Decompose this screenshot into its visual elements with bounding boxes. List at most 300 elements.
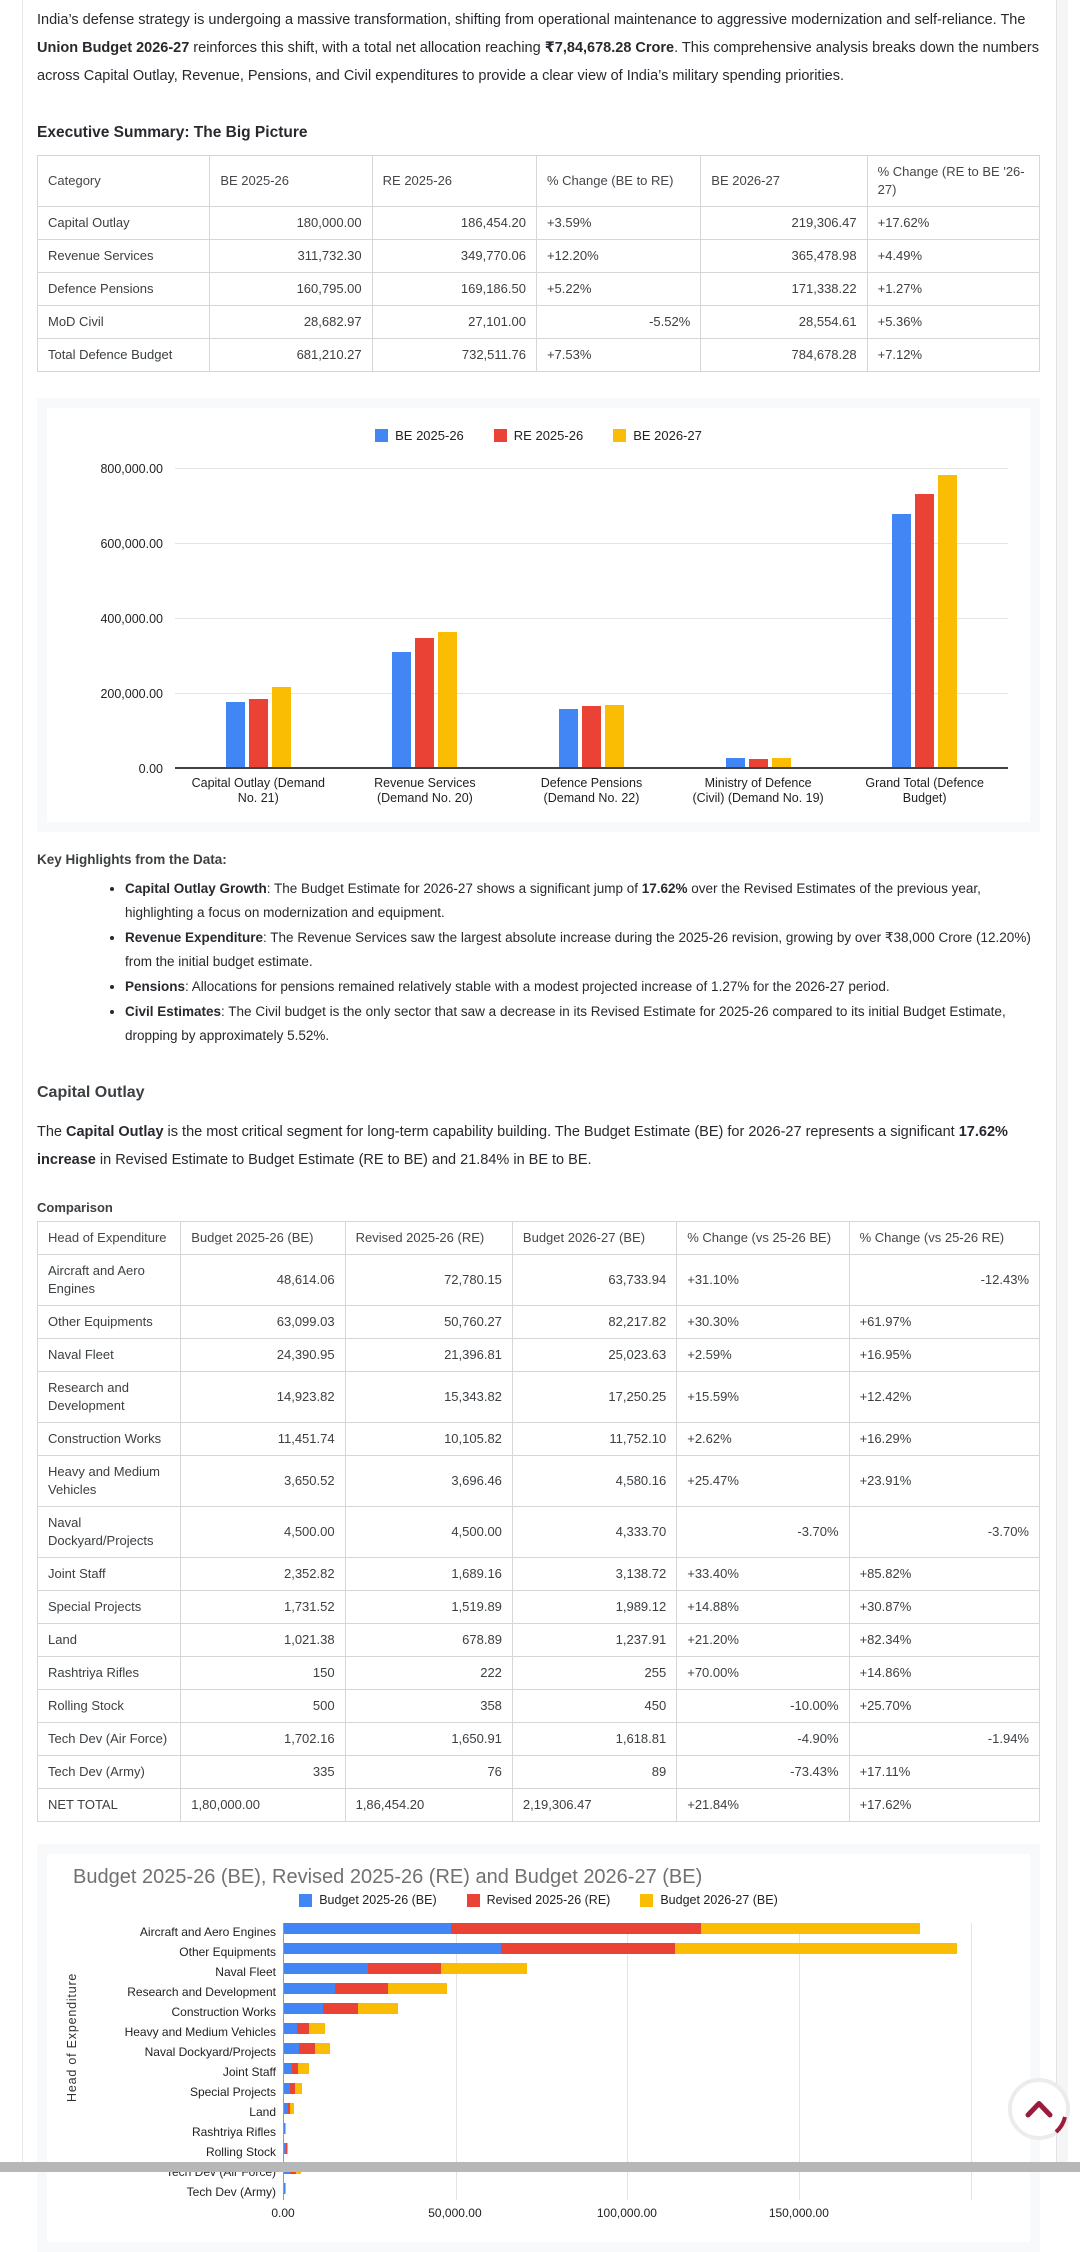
table-cell: +17.62% [849, 1789, 1039, 1822]
table-cell: 255 [512, 1657, 676, 1690]
bar [392, 652, 411, 769]
legend-label: Budget 2025-26 (BE) [319, 1893, 436, 1907]
table-cell: 28,554.61 [701, 306, 867, 339]
bar-segment [298, 2063, 309, 2074]
bar [915, 494, 934, 769]
bar [582, 706, 601, 769]
x-axis-tick-label: Defence Pensions (Demand No. 22) [508, 776, 675, 806]
text-segment: Union Budget 2026-27 [37, 40, 189, 56]
table-cell: 28,682.97 [210, 306, 372, 339]
column-header: BE 2026-27 [701, 156, 867, 207]
text-segment: Pensions [125, 979, 185, 994]
table-row [38, 1255, 1040, 1306]
bar [438, 632, 457, 769]
chart-legend [55, 428, 1022, 443]
table-cell: 681,210.27 [210, 339, 372, 372]
key-highlights-heading: Key Highlights from the Data: [37, 852, 1040, 867]
table-cell: +2.62% [677, 1423, 849, 1456]
bar-segment [335, 1983, 388, 1994]
table-cell: +21.84% [677, 1789, 849, 1822]
table-cell: +70.00% [677, 1657, 849, 1690]
stacked-bar [284, 1943, 988, 1954]
text-segment: : The Civil budget is the only sector that saw a decrease in its Revised Estimate for 2025-26 compared to its initial Budget Estimate, dropping by approximately 5.52%. [125, 1004, 1006, 1043]
table-cell: 171,338.22 [701, 273, 867, 306]
column-header: RE 2025-26 [372, 156, 536, 207]
table-cell: 222 [345, 1657, 512, 1690]
table-cell: Special Projects [38, 1591, 181, 1624]
table-cell: +25.70% [849, 1690, 1039, 1723]
horizontal-scrollbar[interactable] [0, 2162, 1080, 2172]
bar-segment [675, 1943, 957, 1954]
bar-row [284, 1923, 988, 1940]
chart-title: Budget 2025-26 (BE), Revised 2025-26 (RE) and Budget 2026-27 (BE) [73, 1866, 1022, 1889]
text-segment: : The Revenue Services saw the largest absolute increase during the 2025-26 revision, growing by over ₹38,000 Crore (12.20%) from the initial budget estimate. [125, 930, 1031, 969]
table-cell: 335 [181, 1756, 345, 1789]
stacked-bar [284, 2003, 988, 2014]
category-label: Land [249, 2105, 276, 2119]
bar [605, 705, 624, 769]
bar-segment [284, 2063, 292, 2074]
text-segment: Civil Estimates [125, 1004, 221, 1019]
legend-item [494, 428, 583, 443]
grouped-bar-chart-card [37, 398, 1040, 832]
stacked-bar [284, 2123, 988, 2134]
legend-swatch-icon [494, 429, 507, 442]
exec-summary-table [37, 155, 1040, 372]
legend-item [613, 428, 702, 443]
table-cell: +30.87% [849, 1591, 1039, 1624]
table-cell: Rashtriya Rifles [38, 1657, 181, 1690]
table-cell: 72,780.15 [345, 1255, 512, 1306]
table-cell: 784,678.28 [701, 339, 867, 372]
bar [226, 702, 245, 770]
table-cell: +16.29% [849, 1423, 1039, 1456]
bar-row [284, 2183, 988, 2200]
table-cell: 63,099.03 [181, 1306, 345, 1339]
text-segment: in Revised Estimate to Budget Estimate (RE to BE) and 21.84% in BE to BE. [96, 1152, 592, 1168]
table-cell: +25.47% [677, 1456, 849, 1507]
text-segment: Revenue Expenditure [125, 930, 263, 945]
x-axis-labels [283, 2206, 988, 2226]
table-cell: +7.12% [867, 339, 1039, 372]
bar-segment [315, 2043, 330, 2054]
legend-swatch-icon [613, 429, 626, 442]
table-cell: 150 [181, 1657, 345, 1690]
table-cell: Rolling Stock [38, 1690, 181, 1723]
text-segment: over the Revised Estimates of the previous year, highlighting a focus on modernization and equipment. [125, 881, 981, 920]
table-cell: Joint Staff [38, 1558, 181, 1591]
table-cell: 15,343.82 [345, 1372, 512, 1423]
table-row [38, 1306, 1040, 1339]
table-cell: -5.52% [536, 306, 700, 339]
table-cell: 76 [345, 1756, 512, 1789]
stacked-bar [284, 1923, 988, 1934]
highlight-item [125, 926, 1040, 974]
table-cell: Tech Dev (Air Force) [38, 1723, 181, 1756]
text-segment: Capital Outlay [66, 1124, 164, 1140]
table-cell: +17.62% [867, 207, 1039, 240]
table-cell: +2.59% [677, 1339, 849, 1372]
text-segment: 17.62% increase [37, 1124, 1008, 1168]
header-row [38, 1222, 1040, 1255]
bar [272, 687, 291, 769]
column-header: Category [38, 156, 210, 207]
bar-segment [284, 2023, 297, 2034]
table-cell: 678.89 [345, 1624, 512, 1657]
bar-row [284, 1963, 988, 1980]
y-axis-tick-label: 0.00 [139, 762, 163, 776]
table-cell: Research and Development [38, 1372, 181, 1423]
bar-segment [297, 2023, 310, 2034]
highlight-item [125, 1000, 1040, 1048]
bar-segment [501, 1943, 675, 1954]
plot-area [175, 469, 1008, 769]
y-axis-tick-label: 800,000.00 [100, 462, 163, 476]
table-cell: 4,500.00 [345, 1507, 512, 1558]
table-cell: 11,451.74 [181, 1423, 345, 1456]
table-cell: 48,614.06 [181, 1255, 345, 1306]
bar-segment [284, 1943, 501, 1954]
x-axis-tick-label: 0.00 [271, 2206, 294, 2220]
legend-label: Revised 2025-26 (RE) [487, 1893, 611, 1907]
table-cell: 3,650.52 [181, 1456, 345, 1507]
table-cell: +14.86% [849, 1657, 1039, 1690]
bar-row [284, 2023, 988, 2040]
x-axis-tick-label: 100,000.00 [597, 2206, 657, 2220]
stacked-bar [284, 2083, 988, 2094]
legend-item [299, 1893, 436, 1907]
table-cell: -1.94% [849, 1723, 1039, 1756]
plot-wrap [55, 1923, 1022, 2226]
x-axis-tick-label: Grand Total (Defence Budget) [841, 776, 1008, 806]
bar-segment [451, 1923, 701, 1934]
bar-segment [368, 1963, 441, 1974]
table-cell: 500 [181, 1690, 345, 1723]
table-cell: 4,580.16 [512, 1456, 676, 1507]
bar-segment [323, 2003, 358, 2014]
table-cell: 180,000.00 [210, 207, 372, 240]
table-cell: -4.90% [677, 1723, 849, 1756]
table-row [38, 1423, 1040, 1456]
category-label: Rashtriya Rifles [192, 2125, 276, 2139]
column-header: BE 2025-26 [210, 156, 372, 207]
grouped-bar-chart [47, 408, 1030, 822]
scroll-to-top-button[interactable] [1007, 2077, 1071, 2141]
x-axis-tick-label: 50,000.00 [428, 2206, 481, 2220]
bar-row [284, 1943, 988, 1960]
table-row [38, 1690, 1040, 1723]
intro-paragraph [37, 6, 1040, 90]
table-cell: -73.43% [677, 1756, 849, 1789]
capital-outlay-paragraph [37, 1118, 1040, 1174]
bar-row [284, 2123, 988, 2140]
table-cell: +23.91% [849, 1456, 1039, 1507]
bar [249, 699, 268, 769]
table-row [38, 273, 1040, 306]
table-cell: +1.27% [867, 273, 1039, 306]
table-cell: 17,250.25 [512, 1372, 676, 1423]
legend-item [640, 1893, 777, 1907]
text-segment: : Allocations for pensions remained relatively stable with a modest projected increase of 1.27% for the 2026-27 period. [185, 979, 890, 994]
category-label: Aircraft and Aero Engines [140, 1925, 276, 1939]
table-cell: 1,237.91 [512, 1624, 676, 1657]
table-row [38, 1789, 1040, 1822]
table-cell: 219,306.47 [701, 207, 867, 240]
column-header: Budget 2026-27 (BE) [512, 1222, 676, 1255]
legend-swatch-icon [640, 1894, 653, 1907]
table-cell: 450 [512, 1690, 676, 1723]
stacked-bar [284, 2183, 988, 2194]
table-cell: Naval Fleet [38, 1339, 181, 1372]
highlight-item [125, 877, 1040, 925]
table-cell: Total Defence Budget [38, 339, 210, 372]
table-cell: 358 [345, 1690, 512, 1723]
bar-segment [284, 2003, 323, 2014]
table-cell: +3.59% [536, 207, 700, 240]
table-cell: 1,618.81 [512, 1723, 676, 1756]
table-cell: +4.49% [867, 240, 1039, 273]
y-axis-tick-label: 200,000.00 [100, 687, 163, 701]
x-axis-line [175, 767, 1008, 769]
legend-swatch-icon [467, 1894, 480, 1907]
capital-outlay-heading: Capital Outlay [37, 1084, 1040, 1102]
stacked-bar [284, 2063, 988, 2074]
table-cell: 4,333.70 [512, 1507, 676, 1558]
bar-segment [701, 1923, 920, 1934]
bar-row [284, 2063, 988, 2080]
table-cell: 186,454.20 [372, 207, 536, 240]
column-header: Head of Expenditure [38, 1222, 181, 1255]
table-cell: Construction Works [38, 1423, 181, 1456]
table-row [38, 1591, 1040, 1624]
category-label: Research and Development [127, 1985, 276, 1999]
bar-segment [358, 2003, 398, 2014]
table-cell: Tech Dev (Army) [38, 1756, 181, 1789]
category-label: Other Equipments [179, 1945, 276, 1959]
category-label: Naval Dockyard/Projects [145, 2045, 276, 2059]
table-row [38, 306, 1040, 339]
category-label: Construction Works [172, 2005, 276, 2019]
table-cell: NET TOTAL [38, 1789, 181, 1822]
stacked-bar [284, 2103, 988, 2114]
header-row [38, 156, 1040, 207]
table-cell: 2,19,306.47 [512, 1789, 676, 1822]
table-cell: +21.20% [677, 1624, 849, 1657]
table-row [38, 1507, 1040, 1558]
category-label: Naval Fleet [215, 1965, 276, 1979]
table-cell: MoD Civil [38, 306, 210, 339]
vertical-scrollbar-track[interactable] [1056, 0, 1068, 2172]
table-row [38, 1723, 1040, 1756]
bar-segment [284, 1963, 368, 1974]
table-cell: -3.70% [677, 1507, 849, 1558]
exec-summary-heading: Executive Summary: The Big Picture [37, 124, 1040, 142]
stacked-bar [284, 2143, 988, 2154]
bar-group [342, 469, 509, 769]
table-cell: 82,217.82 [512, 1306, 676, 1339]
bar-group [508, 469, 675, 769]
table-cell: 27,101.00 [372, 306, 536, 339]
text-segment: 17.62% [642, 881, 688, 896]
legend-label: Budget 2026-27 (BE) [660, 1893, 777, 1907]
bar-segment [287, 2143, 289, 2154]
stacked-bar-chart [47, 1854, 1030, 2242]
bar-row [284, 2143, 988, 2160]
table-cell: +82.34% [849, 1624, 1039, 1657]
text-segment: The [37, 1124, 66, 1140]
table-cell: 1,702.16 [181, 1723, 345, 1756]
x-axis-tick-label: Revenue Services (Demand No. 20) [342, 776, 509, 806]
bar-row [284, 2103, 988, 2120]
text-segment: . This comprehensive analysis breaks down the numbers across Capital Outlay, Revenue, Pensions, and Civil expenditures to provide a clear view of India’s military spending priorities. [37, 40, 1039, 84]
bar [415, 638, 434, 769]
table-row [38, 240, 1040, 273]
table-cell: 1,689.16 [345, 1558, 512, 1591]
text-segment: : The Budget Estimate for 2026-27 shows a significant jump of [267, 881, 642, 896]
x-axis-tick-label: Ministry of Defence (Civil) (Demand No. 19) [675, 776, 842, 806]
table-row [38, 1657, 1040, 1690]
bar-row [284, 2043, 988, 2060]
table-row [38, 1456, 1040, 1507]
table-row [38, 1339, 1040, 1372]
table-cell: Naval Dockyard/Projects [38, 1507, 181, 1558]
legend-label: BE 2025-26 [395, 428, 464, 443]
table-cell: +61.97% [849, 1306, 1039, 1339]
bar-segment [299, 2043, 314, 2054]
legend-label: RE 2025-26 [514, 428, 583, 443]
table-cell: 1,021.38 [181, 1624, 345, 1657]
table-cell: 2,352.82 [181, 1558, 345, 1591]
table-cell: 63,733.94 [512, 1255, 676, 1306]
table-cell: +7.53% [536, 339, 700, 372]
stacked-bar-chart-card [37, 1844, 1040, 2252]
chart-legend [55, 1893, 1022, 1907]
table-cell: 50,760.27 [345, 1306, 512, 1339]
table-cell: 14,923.82 [181, 1372, 345, 1423]
bar [938, 475, 957, 769]
table-cell: +12.20% [536, 240, 700, 273]
bar-group [841, 469, 1008, 769]
bar-row [284, 1983, 988, 2000]
bar-segment [284, 1923, 451, 1934]
table-cell: +5.36% [867, 306, 1039, 339]
table-row [38, 1756, 1040, 1789]
legend-item [375, 428, 464, 443]
table-cell: +16.95% [849, 1339, 1039, 1372]
highlight-list [125, 877, 1040, 1048]
table-cell: 365,478.98 [701, 240, 867, 273]
table-cell: 1,80,000.00 [181, 1789, 345, 1822]
table-cell: 10,105.82 [345, 1423, 512, 1456]
table-cell: -3.70% [849, 1507, 1039, 1558]
x-axis-labels [175, 776, 1008, 806]
table-cell: +12.42% [849, 1372, 1039, 1423]
category-label: Heavy and Medium Vehicles [125, 2025, 276, 2039]
table-cell: -10.00% [677, 1690, 849, 1723]
table-cell: 349,770.06 [372, 240, 536, 273]
table-cell: 732,511.76 [372, 339, 536, 372]
table-cell: 1,650.91 [345, 1723, 512, 1756]
y-axis-tick-label: 400,000.00 [100, 612, 163, 626]
table-cell: +85.82% [849, 1558, 1039, 1591]
table-cell: Land [38, 1624, 181, 1657]
table-cell: 1,86,454.20 [345, 1789, 512, 1822]
category-label: Tech Dev (Army) [187, 2185, 276, 2199]
table-cell: 25,023.63 [512, 1339, 676, 1372]
column-header: % Change (vs 25-26 RE) [849, 1222, 1039, 1255]
bar-segment [290, 2103, 294, 2114]
table-cell: Other Equipments [38, 1306, 181, 1339]
text-segment: reinforces this shift, with a total net allocation reaching [189, 40, 544, 56]
column-header: % Change (vs 25-26 BE) [677, 1222, 849, 1255]
document-content [23, 0, 1056, 2252]
table-cell: +33.40% [677, 1558, 849, 1591]
bar-segment [388, 1983, 447, 1994]
plot-area [283, 1923, 988, 2200]
table-row [38, 339, 1040, 372]
table-cell: 11,752.10 [512, 1423, 676, 1456]
category-label: Joint Staff [223, 2065, 276, 2079]
legend-item [467, 1893, 611, 1907]
y-axis-title: Head of Expenditure [65, 1973, 79, 2102]
column-header: % Change (RE to BE '26-27) [867, 156, 1039, 207]
bar-segment [295, 2083, 302, 2094]
bar-segment [441, 1963, 527, 1974]
table-cell: +5.22% [536, 273, 700, 306]
column-header: % Change (BE to RE) [536, 156, 700, 207]
chevron-up-icon [1007, 2077, 1071, 2141]
text-segment: ₹7,84,678.28 Crore [545, 40, 674, 56]
table-cell: 4,500.00 [181, 1507, 345, 1558]
bar-segment [285, 2123, 286, 2134]
table-cell: Revenue Services [38, 240, 210, 273]
table-row [38, 1558, 1040, 1591]
table-cell: 3,138.72 [512, 1558, 676, 1591]
table-cell: +30.30% [677, 1306, 849, 1339]
comparison-table [37, 1221, 1040, 1822]
table-cell: 24,390.95 [181, 1339, 345, 1372]
text-segment: India’s defense strategy is undergoing a massive transformation, shifting from operational maintenance to aggressive modernization and self-reliance. The [37, 12, 1025, 28]
legend-swatch-icon [299, 1894, 312, 1907]
legend-swatch-icon [375, 429, 388, 442]
table-cell: 89 [512, 1756, 676, 1789]
table-cell: +17.11% [849, 1756, 1039, 1789]
table-cell: 3,696.46 [345, 1456, 512, 1507]
comparison-label: Comparison [37, 1200, 1040, 1215]
column-header: Budget 2025-26 (BE) [181, 1222, 345, 1255]
stacked-bar [284, 2023, 988, 2034]
stacked-bar [284, 2043, 988, 2054]
bar [559, 709, 578, 769]
table-cell: 1,989.12 [512, 1591, 676, 1624]
table-cell: 1,519.89 [345, 1591, 512, 1624]
table-cell: -12.43% [849, 1255, 1039, 1306]
category-label: Special Projects [190, 2085, 276, 2099]
table-cell: +14.88% [677, 1591, 849, 1624]
highlight-item [125, 975, 1040, 999]
table-row [38, 1372, 1040, 1423]
table-cell: +15.59% [677, 1372, 849, 1423]
bar-group [675, 469, 842, 769]
text-segment: is the most critical segment for long-term capability building. The Budget Estimate (BE) for 2026-27 represents a significant [164, 1124, 959, 1140]
legend-label: BE 2026-27 [633, 428, 702, 443]
table-cell: Aircraft and Aero Engines [38, 1255, 181, 1306]
table-cell: Defence Pensions [38, 273, 210, 306]
table-cell: +31.10% [677, 1255, 849, 1306]
table-cell: 1,731.52 [181, 1591, 345, 1624]
table-cell: 311,732.30 [210, 240, 372, 273]
bar-segment [284, 1983, 335, 1994]
